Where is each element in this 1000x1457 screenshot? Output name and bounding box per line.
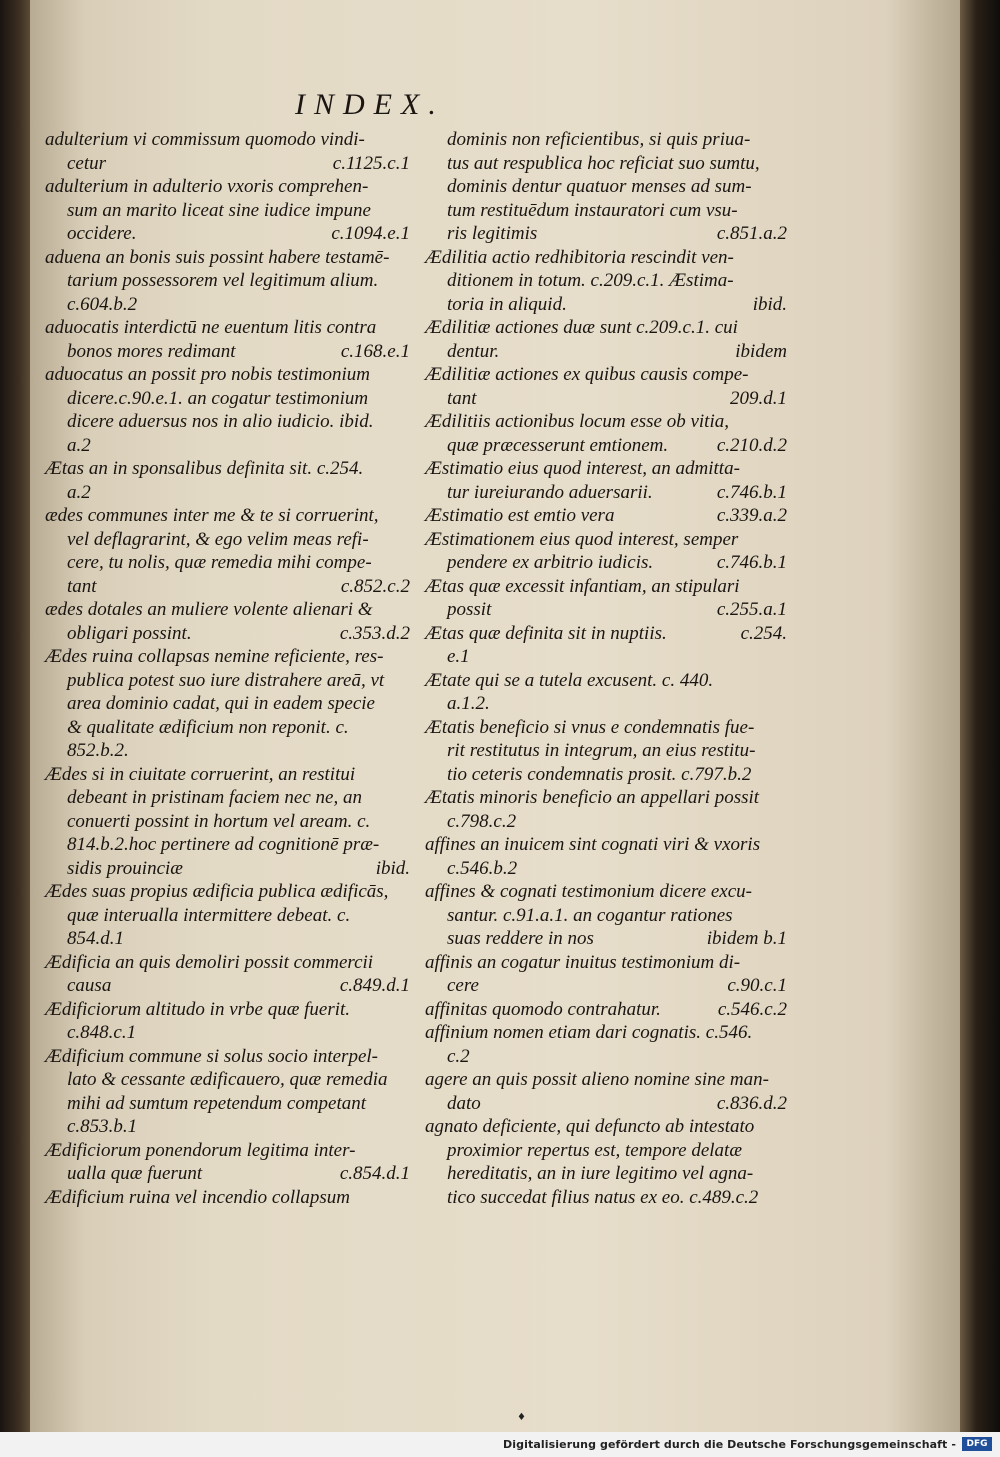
entry-text: ditionem in totum. c.209.c.1. Æstima- — [447, 270, 734, 291]
entry-text: Ætate qui se a tutela excusent. c. 440. — [425, 669, 714, 691]
dfg-logo: DFG — [962, 1437, 992, 1451]
index-entry-line — [45, 269, 410, 293]
entry-text: 852.b.2. — [67, 740, 129, 761]
index-entry-line — [45, 128, 410, 152]
entry-text: cere — [447, 975, 479, 996]
index-entry-line — [425, 340, 787, 364]
index-entry-line — [45, 1092, 410, 1116]
index-entry-line — [425, 739, 787, 763]
index-entry-line — [45, 974, 410, 998]
entry-text: conuerti possint in hortum vel aream. c. — [67, 810, 371, 832]
page-ornament: ♦ — [517, 1412, 526, 1423]
entry-text: vel deflagrarint, & ego velim meas refi- — [67, 528, 369, 550]
index-entry-line — [45, 598, 410, 622]
index-entry-line — [425, 692, 787, 716]
index-entry-line — [425, 763, 787, 787]
entry-text: agere an quis possit alieno nomine sine man- — [425, 1069, 769, 1090]
index-entry-line — [45, 457, 410, 481]
index-entry-line — [45, 645, 410, 669]
index-entry-line — [425, 716, 787, 740]
entry-reference: c.546.c.2 — [717, 998, 787, 1020]
entry-text: Æstimatio est emtio vera — [425, 505, 615, 526]
index-entry-line — [45, 481, 410, 505]
index-entry-line — [425, 269, 787, 293]
entry-reference: c.746.b.1 — [716, 481, 787, 503]
entry-text: proximior repertus est, tempore delatæ — [447, 1139, 742, 1161]
index-entry-line — [45, 434, 410, 458]
entry-text: tur iureiurando aduersarii. — [447, 481, 653, 503]
entry-text: tarium possessorem vel legitimum alium. — [67, 270, 379, 291]
index-entry-line — [425, 152, 787, 176]
index-entry-line — [45, 998, 410, 1022]
index-entry-line — [425, 1092, 787, 1116]
entry-text: tico succedat filius natus ex eo. c.489.c.2 — [447, 1186, 759, 1208]
entry-reference: ibid. — [375, 857, 410, 879]
entry-text: Ædificiorum altitudo in vrbe quæ fuerit. — [45, 998, 351, 1020]
index-entry-line — [425, 622, 787, 646]
entry-text: hereditatis, an in iure legitimo vel agna- — [447, 1163, 754, 1184]
entry-text: c.546.b.2 — [447, 857, 518, 879]
entry-text: obligari possint. — [67, 622, 192, 644]
index-entry-line — [45, 692, 410, 716]
entry-text: tio ceteris condemnatis prosit. c.797.b.2 — [447, 763, 752, 785]
index-entry-line — [45, 387, 410, 411]
entry-text: affinis an cogatur inuitus testimonium di- — [425, 951, 741, 973]
index-entry-line — [425, 904, 787, 928]
entry-text: causa — [67, 975, 112, 996]
index-entry-line — [45, 199, 410, 223]
entry-text: affines an inuicem sint cognati viri & vxoris — [425, 834, 761, 855]
index-entry-line — [425, 481, 787, 505]
index-entry-line — [45, 927, 410, 951]
index-entry-line — [425, 880, 787, 904]
index-entry-line — [45, 716, 410, 740]
index-entry-line — [425, 316, 787, 340]
index-entry-line — [45, 833, 410, 857]
entry-text: tus aut respublica hoc reficiat suo sumtu, — [447, 152, 760, 174]
index-entry-line — [45, 1139, 410, 1163]
index-entry-line — [425, 199, 787, 223]
index-entry-line — [425, 222, 787, 246]
index-entry-line — [45, 152, 410, 176]
entry-text: aduocatus an possit pro nobis testimonium — [45, 364, 370, 385]
book-spine-edge — [0, 0, 30, 1432]
entry-text: Ædificium ruina vel incendio collapsum — [45, 1186, 351, 1208]
index-entry-line — [45, 363, 410, 387]
index-entry-line — [425, 528, 787, 552]
entry-text: quæ interualla intermittere debeat. c. — [67, 904, 351, 926]
entry-text: e.1 — [447, 646, 470, 667]
index-entry-line — [45, 528, 410, 552]
entry-text: Ætatis minoris beneficio an appellari possit — [425, 787, 760, 808]
index-entry-line — [45, 739, 410, 763]
index-entry-line — [425, 1115, 787, 1139]
entry-text: Ædes ruina collapsas nemine reficiente, res- — [45, 646, 384, 667]
entry-text: Ædificia an quis demoliri possit commercii — [45, 951, 374, 973]
index-entry-line — [45, 316, 410, 340]
entry-text: Ætas quæ excessit infantiam, an stipulari — [425, 575, 740, 597]
entry-text: santur. c.91.a.1. an cogantur rationes — [447, 904, 733, 926]
entry-text: c.2 — [447, 1045, 470, 1067]
entry-text: sum an marito liceat sine iudice impune — [67, 199, 371, 221]
index-entry-line — [425, 434, 787, 458]
entry-text: cere, tu nolis, quæ remedia mihi compe- — [67, 552, 372, 573]
entry-text: tum restituēdum instauratori cum vsu- — [447, 199, 738, 221]
entry-text: Ædes si in ciuitate corruerint, an restitui — [45, 763, 356, 785]
entry-text: occidere. — [67, 223, 137, 244]
index-entry-line — [425, 645, 787, 669]
entry-text: Ætas quæ definita sit in nuptiis. — [425, 622, 667, 644]
book-fore-edge — [960, 0, 1000, 1432]
entry-reference: ibid. — [752, 293, 787, 315]
entry-reference: c.255.a.1 — [716, 599, 787, 620]
entry-text: dicere.c.90.e.1. an cogatur testimonium — [67, 387, 369, 409]
entry-text: quæ præcesserunt emtionem. — [447, 434, 669, 456]
entry-reference: c.339.a.2 — [716, 505, 787, 526]
index-entry-line — [45, 880, 410, 904]
index-entry-line — [425, 974, 787, 998]
entry-text: Ætas an in sponsalibus definita sit. c.254. — [45, 458, 364, 479]
index-entry-line — [45, 1162, 410, 1186]
index-entry-line — [45, 340, 410, 364]
index-entry-line — [425, 833, 787, 857]
entry-text: tant — [447, 387, 477, 409]
entry-text: affines & cognati testimonium dicere excu- — [425, 881, 752, 902]
index-entry-line — [425, 363, 787, 387]
entry-text: adulterium in adulterio vxoris comprehen- — [45, 176, 369, 197]
entry-text: Ætatis beneficio si vnus e condemnatis fue- — [425, 716, 755, 738]
index-entry-line — [45, 810, 410, 834]
entry-text: c.848.c.1 — [67, 1022, 137, 1043]
index-entry-line — [45, 1115, 410, 1139]
index-column-left — [45, 128, 410, 1209]
entry-text: 854.d.1 — [67, 928, 124, 949]
index-entry-line — [425, 998, 787, 1022]
index-entry-line — [425, 246, 787, 270]
entry-text: Æstimatio eius quod interest, an admitta- — [425, 458, 740, 479]
funding-notice: Digitalisierung gefördert durch die Deutsche Forschungsgemeinschaft - — [503, 1438, 956, 1451]
index-entry-line — [425, 128, 787, 152]
entry-text: Æstimationem eius quod interest, semper — [425, 528, 739, 550]
entry-reference: c.746.b.1 — [716, 552, 787, 573]
entry-reference: c.254. — [740, 622, 787, 644]
index-entry-line — [45, 951, 410, 975]
entry-text: dato — [447, 1092, 481, 1114]
entry-reference: c.849.d.1 — [339, 975, 410, 996]
index-entry-line — [425, 951, 787, 975]
entry-text: toria in aliquid. — [447, 293, 567, 315]
index-entry-line — [425, 786, 787, 810]
entry-text: suas reddere in nos — [447, 928, 594, 949]
index-entry-line — [45, 575, 410, 599]
entry-text: Ædificiorum ponendorum legitima inter- — [45, 1139, 356, 1161]
entry-text: & qualitate ædificium non reponit. c. — [67, 716, 349, 738]
index-entry-line — [425, 1139, 787, 1163]
index-entry-line — [425, 1021, 787, 1045]
entry-text: Ædilitia actio redhibitoria rescindit ven- — [425, 246, 734, 268]
index-entry-line — [425, 175, 787, 199]
index-entry-line — [425, 575, 787, 599]
entry-text: aduocatis interdictū ne euentum litis contra — [45, 317, 377, 338]
entry-text: bonos mores redimant — [67, 340, 236, 362]
entry-reference: ibidem b.1 — [706, 928, 787, 949]
entry-text: sidis prouinciæ — [67, 857, 183, 879]
entry-reference: c.854.d.1 — [339, 1163, 410, 1184]
entry-text: adulterium vi commissum quomodo vindi- — [45, 129, 365, 150]
index-entry-line — [45, 222, 410, 246]
entry-text: Ædilitiæ actiones duæ sunt c.209.c.1. cui — [425, 317, 738, 338]
entry-text: a.1.2. — [447, 693, 490, 714]
index-entry-line — [425, 410, 787, 434]
entry-text: tant — [67, 575, 97, 597]
entry-text: affinitas quomodo contrahatur. — [425, 998, 661, 1020]
entry-text: possit — [447, 599, 492, 620]
index-entry-line — [425, 857, 787, 881]
entry-text: a.2 — [67, 481, 91, 503]
entry-text: dominis non reficientibus, si quis priua- — [447, 129, 751, 150]
entry-text: ris legitimis — [447, 223, 538, 244]
index-entry-line — [425, 1186, 787, 1210]
index-entry-line — [45, 622, 410, 646]
entry-reference: c.353.d.2 — [339, 622, 410, 644]
entry-text: debeant in pristinam faciem nec ne, an — [67, 787, 362, 808]
index-entry-line — [45, 246, 410, 270]
entry-text: c.604.b.2 — [67, 293, 138, 315]
entry-text: ædes dotales an muliere volente alienari & — [45, 599, 373, 620]
index-entry-line — [425, 1045, 787, 1069]
index-entry-line — [425, 457, 787, 481]
entry-text: dentur. — [447, 340, 500, 362]
entry-text: pendere ex arbitrio iudicis. — [447, 552, 654, 573]
index-entry-line — [425, 927, 787, 951]
index-entry-line — [425, 1162, 787, 1186]
entry-reference: 209.d.1 — [730, 387, 787, 409]
entry-reference: c.836.d.2 — [716, 1092, 787, 1114]
index-entry-line — [425, 293, 787, 317]
page-title: INDEX. — [295, 88, 445, 121]
index-entry-line — [45, 763, 410, 787]
index-entry-line — [425, 810, 787, 834]
index-entry-line — [45, 857, 410, 881]
index-column-right — [425, 128, 787, 1209]
digitization-footer — [0, 1432, 1000, 1457]
index-entry-line — [45, 293, 410, 317]
index-entry-line — [425, 1068, 787, 1092]
entry-text: rit restitutus in integrum, an eius restitu- — [447, 740, 756, 761]
entry-text: agnato deficiente, qui defuncto ab intestato — [425, 1116, 755, 1137]
index-entry-line — [45, 551, 410, 575]
entry-reference: c.210.d.2 — [716, 434, 787, 456]
entry-text: Ædilitiæ actiones ex quibus causis compe- — [425, 364, 749, 385]
entry-reference: c.852.c.2 — [340, 575, 410, 597]
index-entry-line — [425, 598, 787, 622]
entry-text: area dominio cadat, qui in eadem specie — [67, 693, 375, 714]
index-entry-line — [45, 1021, 410, 1045]
index-entry-line — [425, 387, 787, 411]
entry-text: c.853.b.1 — [67, 1116, 138, 1137]
index-entry-line — [45, 1045, 410, 1069]
entry-text: Ædilitiis actionibus locum esse ob vitia, — [425, 411, 729, 432]
entry-reference: c.90.c.1 — [727, 975, 787, 996]
entry-reference: c.851.a.2 — [716, 223, 787, 244]
entry-text: a.2 — [67, 434, 91, 456]
entry-text: ædes communes inter me & te si corruerint, — [45, 505, 379, 526]
entry-text: affinium nomen etiam dari cognatis. c.546. — [425, 1022, 753, 1043]
entry-reference: c.168.e.1 — [340, 340, 410, 362]
entry-text: lato & cessante ædificauero, quæ remedia — [67, 1069, 388, 1090]
index-entry-line — [45, 786, 410, 810]
entry-text: dominis dentur quatuor menses ad sum- — [447, 176, 752, 197]
index-entry-line — [45, 504, 410, 528]
index-entry-line — [425, 504, 787, 528]
entry-text: dicere aduersus nos in alio iudicio. ibid. — [67, 411, 374, 432]
index-entry-line — [45, 669, 410, 693]
entry-text: Ædificium commune si solus socio interpel- — [45, 1045, 378, 1067]
entry-text: c.798.c.2 — [447, 810, 517, 832]
index-entry-line — [45, 904, 410, 928]
index-entry-line — [45, 1068, 410, 1092]
entry-reference: c.1094.e.1 — [331, 223, 410, 244]
entry-text: Ædes suas propius ædificia publica ædificās, — [45, 881, 389, 902]
entry-reference: c.1125.c.1 — [332, 152, 410, 174]
index-entry-line — [45, 410, 410, 434]
index-entry-line — [425, 669, 787, 693]
index-entry-line — [45, 175, 410, 199]
entry-reference: ibidem — [735, 340, 787, 362]
entry-text: mihi ad sumtum repetendum competant — [67, 1092, 367, 1114]
entry-text: publica potest suo iure distrahere areā, vt — [67, 669, 385, 691]
entry-text: aduena an bonis suis possint habere testamē- — [45, 246, 390, 268]
index-entry-line — [425, 551, 787, 575]
entry-text: 814.b.2.hoc pertinere ad cognitionē præ- — [67, 834, 380, 855]
entry-text: cetur — [67, 152, 107, 174]
entry-text: ualla quæ fuerunt — [67, 1163, 203, 1184]
index-entry-line — [45, 1186, 410, 1210]
